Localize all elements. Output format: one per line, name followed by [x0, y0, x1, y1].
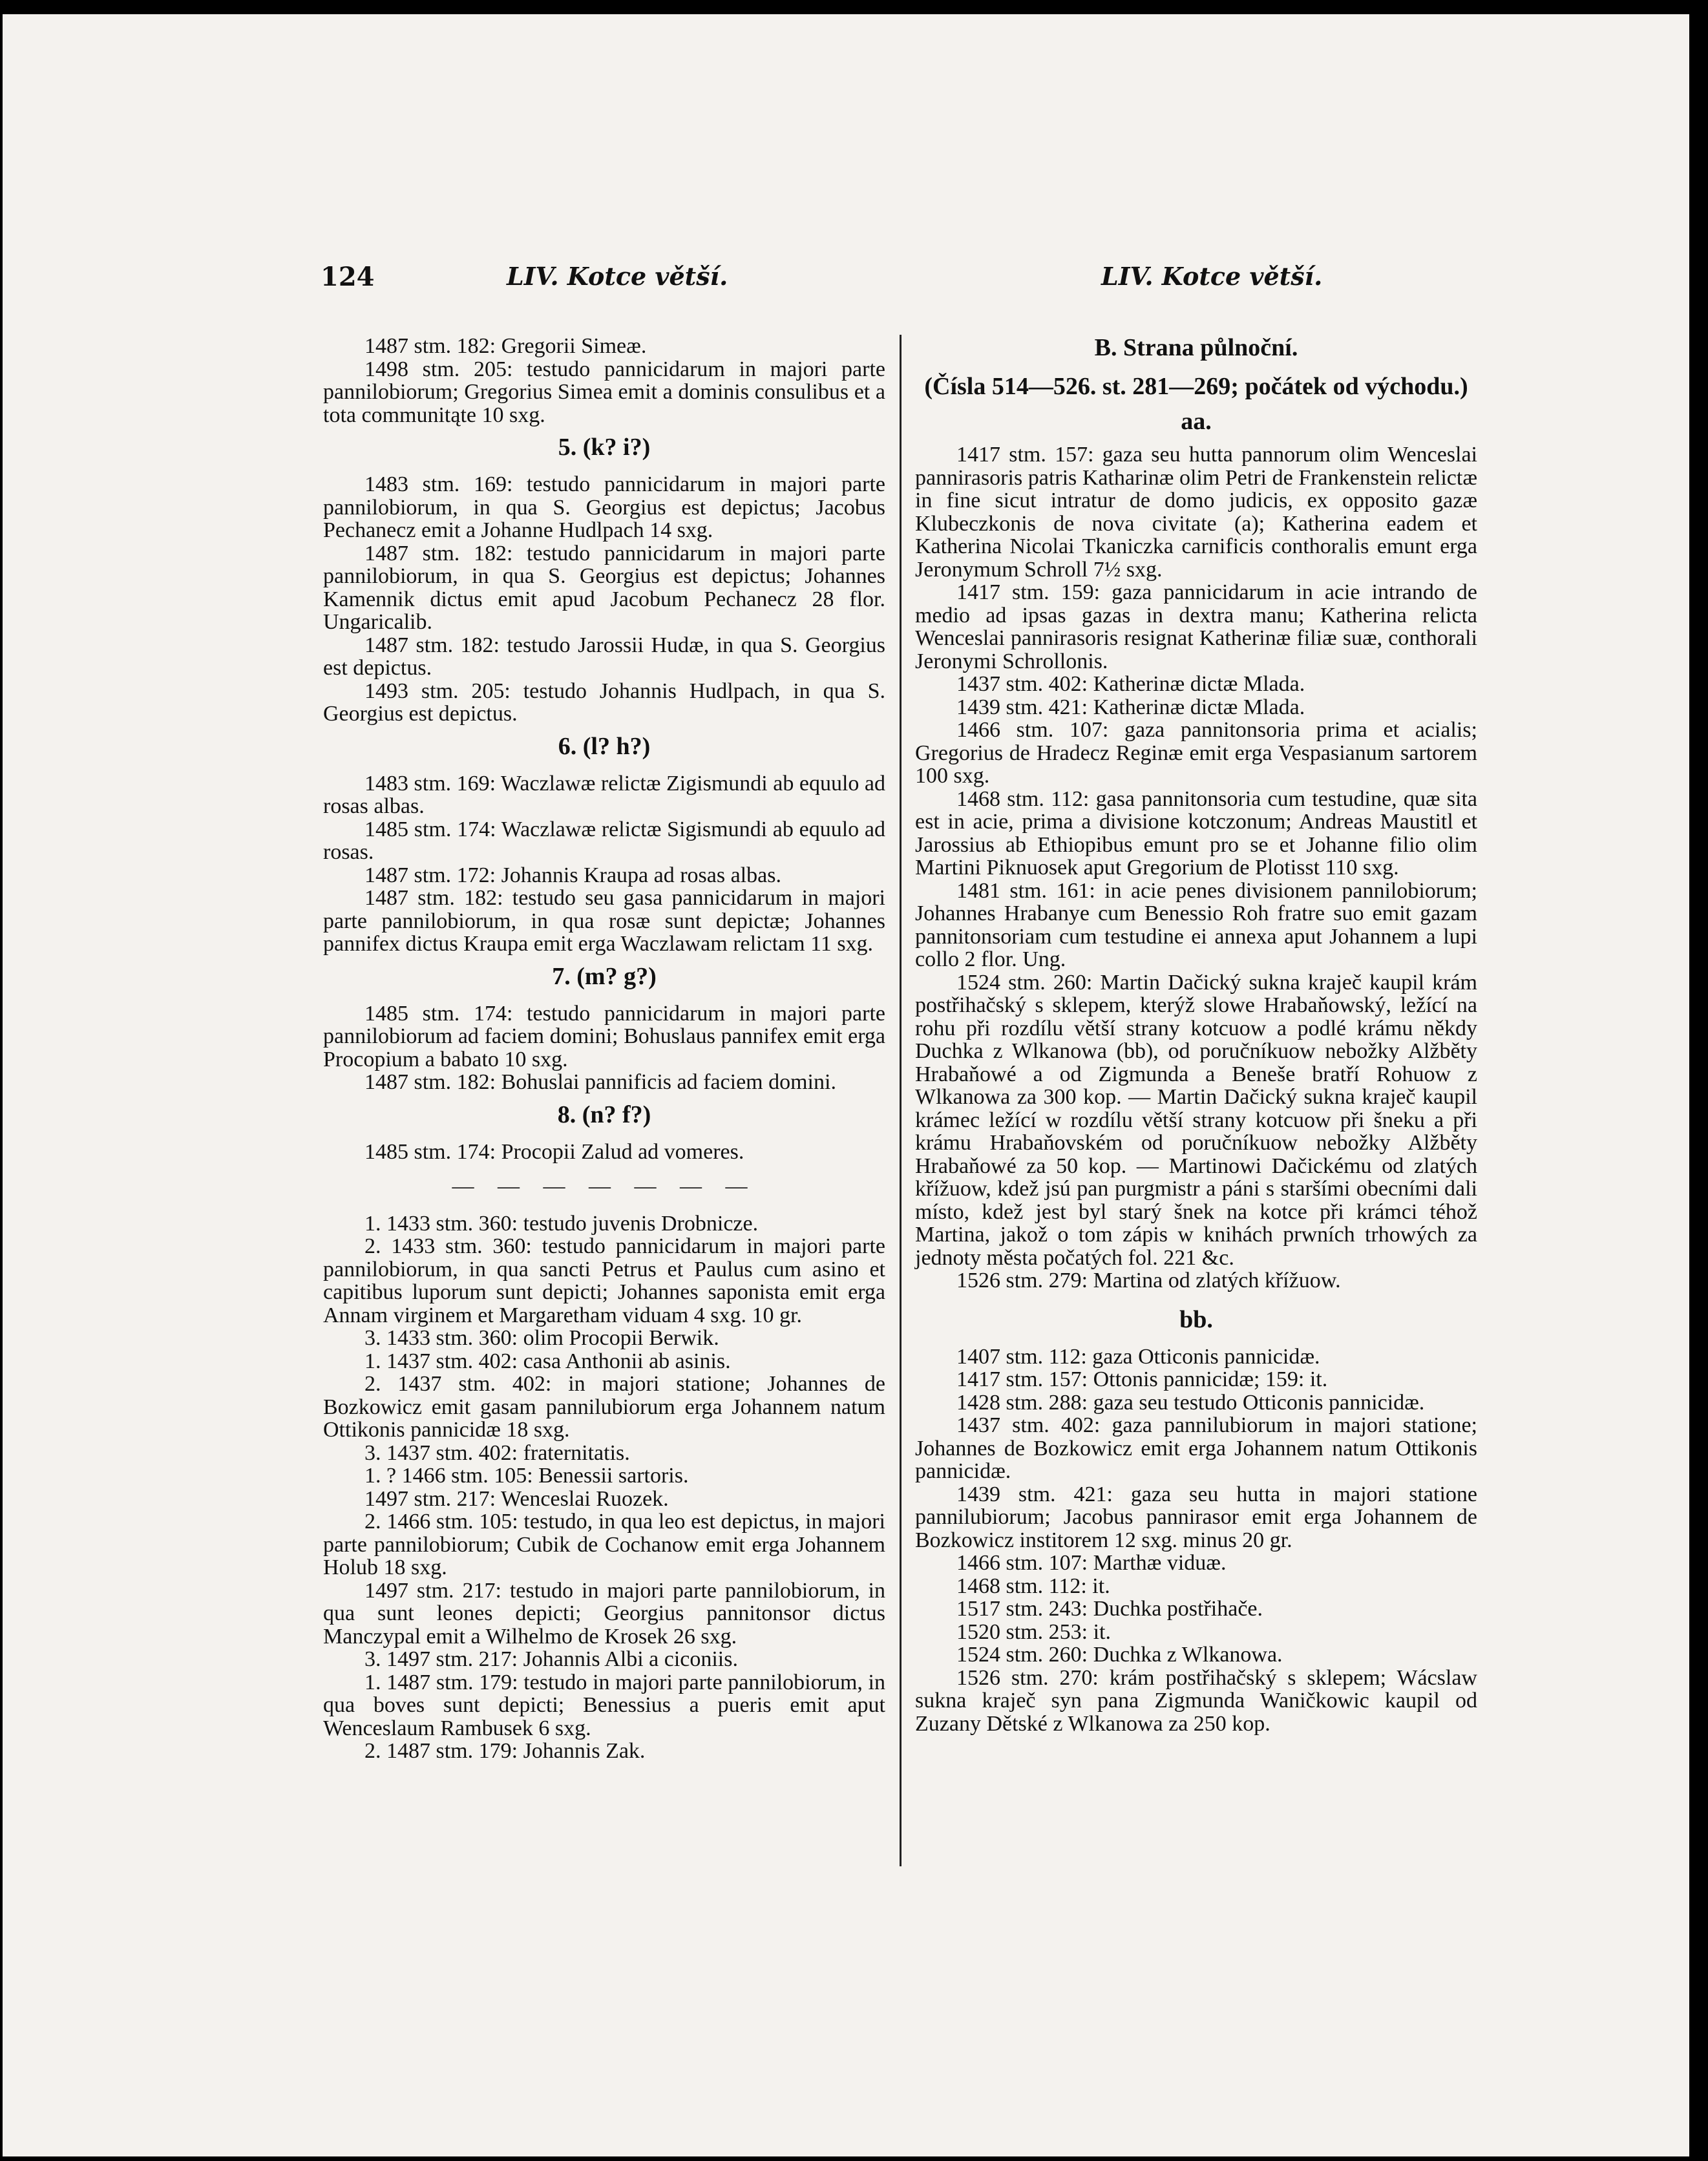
entry: 1428 stm. 288: gaza seu testudo Otticonis pannicidæ. — [956, 1390, 1425, 1415]
entry: 1483 stm. 169: Waczlawæ relictæ Zigismundi ab equulo ad rosas albas. — [323, 771, 885, 818]
entry: 1. 1437 stm. 402: casa Anthonii ab asinis. — [364, 1349, 731, 1373]
running-head-right: LIV. Kotce větší. — [1101, 262, 1323, 291]
entry: 1417 stm. 157: Ottonis pannicidæ; 159: it. — [956, 1367, 1328, 1391]
right-column — [915, 335, 1477, 1735]
entry: 3. 1437 stm. 402: fraternitatis. — [364, 1440, 630, 1465]
entry: 1. ? 1466 stm. 105: Benessii sartoris. — [364, 1464, 689, 1488]
entry: 1487 stm. 182: testudo seu gasa pannicidarum in majori parte pannilobiorum, in qua rosæ sunt depictæ; Johannes pannifex dictus Kraupa emit erga Waczlawam relictam 11 sxg. — [323, 886, 885, 956]
entry: 1487 stm. 182: testudo Jarossii Hudæ, in qua S. Georgius est depictus. — [323, 633, 885, 680]
entry: 1437 stm. 402: Katherinæ dictæ Mlada. — [956, 672, 1305, 696]
section-heading: 8. (n? f?) — [557, 1101, 651, 1128]
entry: 1487 stm. 182: Bohuslai pannificis ad faciem domini. — [364, 1070, 836, 1094]
column-divider — [900, 335, 901, 1866]
entry: 3. 1433 stm. 360: olim Procopii Berwik. — [364, 1326, 719, 1350]
subsection-heading: bb. — [1179, 1305, 1213, 1333]
entry: 2. 1437 stm. 402: in majori statione; Johannes de Bozkowicz emit gasam pannilubiorum erga Johannem natum Ottikonis pannicidæ 18 sxg. — [323, 1372, 885, 1442]
subsection-heading: aa. — [1181, 408, 1212, 435]
book-page — [3, 14, 1689, 2156]
entry: 2. 1487 stm. 179: Johannis Zak. — [364, 1739, 646, 1763]
left-column — [323, 335, 885, 1763]
section-heading: B. Strana půlnoční. — [1094, 334, 1298, 361]
section-subheading: (Čísla 514—526. st. 281—269; počátek od východu.) — [924, 373, 1468, 400]
entry: 1524 stm. 260: Duchka z Wlkanowa. — [956, 1643, 1283, 1667]
entry: 2. 1466 stm. 105: testudo, in qua leo est depictus, in majori parte pannilobiorum; Cubik de Cochanow emit erga Johannem Holub 18 sxg. — [323, 1510, 885, 1579]
entry: 1497 stm. 217: Wenceslai Ruozek. — [364, 1486, 669, 1511]
entry: 1526 stm. 279: Martina od zlatých křížuow. — [956, 1269, 1341, 1292]
entry: 1466 stm. 107: Marthæ viduæ. — [956, 1551, 1227, 1575]
entry: 1468 stm. 112: gasa pannitonsoria cum testudine, quæ sita est in acie, prima a divisione kotczonum; Andreas Maustitl et Jarossius ab Ethiopibus emunt pro se et Johanne filio olim Martini Piknuosek aput Gregorium de Plotisst 110 sxg. — [915, 786, 1477, 880]
entry: 1517 stm. 243: Duchka postřihače. — [956, 1597, 1263, 1621]
entry: 1487 stm. 182: testudo pannicidarum in majori parte pannilobiorum, in qua S. Georgius est depictus; Johannes Kamennik dictus emit apud Jacobum Pechanecz 28 flor. Ungaricalib. — [323, 541, 885, 634]
entry: 1485 stm. 174: Waczlawæ relictæ Sigismundi ab equulo ad rosas. — [323, 817, 885, 864]
entry: 1485 stm. 174: Procopii Zalud ad vomeres. — [364, 1139, 744, 1164]
entry: 1439 stm. 421: gaza seu hutta in majori statione pannilubiorum; Jacobus pannirasor emit erga Johannem de Bozkowicz institorem 12 sxg. minus 20 gr. — [915, 1482, 1477, 1552]
entry: 1497 stm. 217: testudo in majori parte pannilobiorum, in qua sunt leones depicti; Georgius pannitonsor dictus Manczypal emit a Wilhelmo de Krosek 26 sxg. — [323, 1578, 885, 1649]
entry: 1481 stm. 161: in acie penes divisionem pannilobiorum; Johannes Hrabanye cum Benessio Roh fratre suo emit gazam pannitonsoriam cum testudine ei annexa aput Johannem a lupi collo 2 flor. Ung. — [915, 878, 1477, 971]
entry: 1439 stm. 421: Katherinæ dictæ Mlada. — [956, 695, 1305, 719]
section-heading: 7. (m? g?) — [552, 962, 657, 990]
section-heading: 5. (k? i?) — [558, 434, 651, 461]
entry: 1487 stm. 172: Johannis Kraupa ad rosas albas. — [364, 863, 781, 887]
entry: 1. 1487 stm. 179: testudo in majori parte pannilobiorum, in qua boves sunt depicti; Benessius a pueris emit aput Wenceslaum Rambusek 6 sxg. — [323, 1670, 885, 1740]
entry: 1466 stm. 107: gaza pannitonsoria prima et acialis; Gregorius de Hradecz Reginæ emit erga Vespasianum sartorem 100 sxg. — [915, 718, 1477, 788]
entry: 1417 stm. 157: gaza seu hutta pannorum olim Wenceslai pannirasoris patris Katharinæ olim Petri de Frankenstein relictæ in fine sicut intratur de domo judicis, ex opposito gazæ Klubeczkonis de nova civitate (a); Katherina eadem et Katherina Nicolai Tkaniczka carnificis conthoralis emunt erga Jeronymum Schroll 7½ sxg. — [915, 443, 1477, 582]
entry: 1407 stm. 112: gaza Otticonis pannicidæ. — [956, 1344, 1320, 1369]
entry: 1487 stm. 182: Gregorii Simeæ. — [364, 334, 647, 358]
dash-separator: — — — — — — — — [452, 1174, 757, 1198]
entry: 1520 stm. 253: it. — [956, 1619, 1111, 1644]
entry: 3. 1497 stm. 217: Johannis Albi a ciconiis. — [364, 1647, 738, 1671]
entry: 1485 stm. 174: testudo pannicidarum in majori parte pannilobiorum ad faciem domini; Bohuslaus pannifex emit erga Procopium a babato 10 sxg. — [323, 1001, 885, 1071]
section-heading: 6. (l? h?) — [558, 732, 651, 760]
entry: 1498 stm. 205: testudo pannicidarum in majori parte pannilobiorum; Gregorius Simea emit a dominis consulibus et a tota communitąte 10 sxg. — [323, 357, 885, 427]
entry: 1468 stm. 112: it. — [956, 1574, 1110, 1598]
entry: 1493 stm. 205: testudo Johannis Hudlpach, in qua S. Georgius est depictus. — [323, 679, 885, 726]
entry: 1417 stm. 159: gaza pannicidarum in acie intrando de medio ad ipsas gazas in dextra manu; Katherina relicta Wenceslai pannirasoris resignat Katherinæ filiæ suæ, conthorali Jeronymi Schrollonis. — [915, 580, 1477, 673]
page-number: 124 — [321, 262, 375, 292]
entry: 1524 stm. 260: Martin Dačický sukna kraječ kaupil krám postřihačský s sklepem, kterýž slowe Hrabaňowský, ležící na rohu při rozdílu větší strany kotcuow a podlé krámu někdy Duchka z Wlkanowa (bb), od poručníkuow nebožky Alžběty Hrabaňowé a od Zigmunda a Beneše bratří Rohuow z Wlkanowa za 300 kop. — Martin Dačický sukna kraječ kaupil krámec ležící w rozdílu větší strany kotcuow při šneku a při krámu Hrabaňovském od poručníkuow nebožky Alžběty Hrabaňowé za 50 kop. — Martinowi Dačickému od zlatých křížuow, kdež jsú pan purgmistr a páni s staršími obecními dali místo, kdež jest byl starý šnek na kotce při krámci téhož Martina, jakož o tom zápis w knihách prwních trhowých za jednoty města počatých fol. 221 &c. — [915, 970, 1477, 1270]
entry: 1437 stm. 402: gaza pannilubiorum in majori statione; Johannes de Bozkowicz emit erga Johannem natum Ottikonis pannicidæ. — [915, 1413, 1477, 1483]
entry: 2. 1433 stm. 360: testudo pannicidarum in majori parte pannilobiorum, in qua sancti Petrus et Paulus cum asino et capitibus luporum sunt depicti; Johannes saponista emit erga Annam virginem et Margaretham viduam 4 sxg. 10 gr. — [323, 1234, 885, 1327]
entry: 1526 stm. 270: krám postřihačský s sklepem; Wácslaw sukna kraječ syn pana Zigmunda Waničkowic kaupil od Zuzany Dětské z Wlkanowa za 250 kop. — [915, 1665, 1477, 1736]
entry: 1483 stm. 169: testudo pannicidarum in majori parte pannilobiorum, in qua S. Georgius est depictus; Jacobus Pechanecz emit a Johanne Hudlpach 14 sxg. — [323, 472, 885, 542]
entry: 1. 1433 stm. 360: testudo juvenis Drobnicze. — [364, 1211, 759, 1236]
running-head-left: LIV. Kotce větší. — [507, 262, 728, 291]
